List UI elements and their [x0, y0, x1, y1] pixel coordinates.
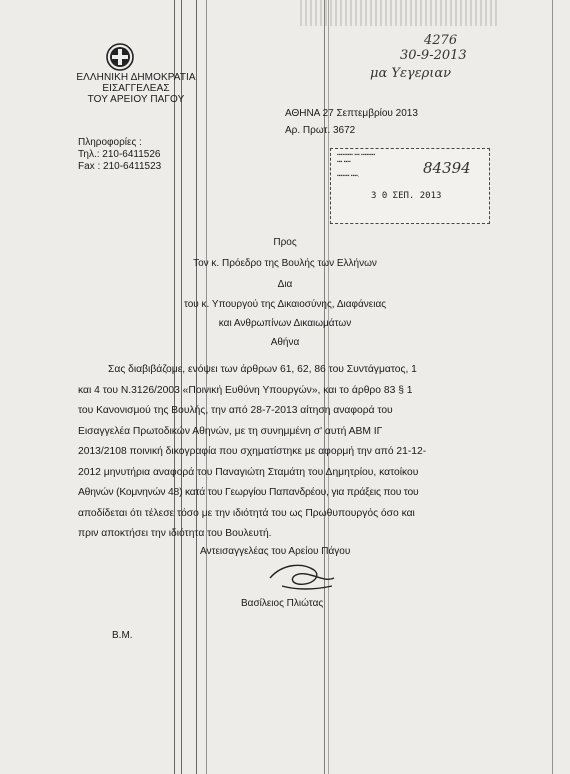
letter-body — [78, 360, 478, 545]
signature-title: Αντεισαγγελέας του Αρείου Πάγου — [200, 546, 351, 557]
greek-emblem-icon — [106, 43, 134, 71]
contact-phone: Τηλ.: 210-6411526 — [78, 149, 161, 160]
body-line: και 4 του Ν.3126/2003 «Ποινική Ευθύνη Υπουργών», και το άρθρο 83 § 1 — [78, 384, 413, 396]
contact-block — [78, 137, 161, 173]
letterhead — [72, 72, 200, 105]
body-line: Σας διαβιβάζομε, ενόψει των άρθρων 61, 62, 86 του Συντάγματος, 1 — [108, 364, 417, 375]
body-line: πριν αποκτήσει την ιδιότητα του Βουλευτή. — [78, 528, 272, 539]
body-line: 2013/2108 ποινική δικογραφία που σχηματίστηκε με αφορμή την από 21-12- — [78, 446, 427, 457]
recipient-ministry: και Ανθρωπίνων Δικαιωμάτων — [218, 318, 352, 329]
handwritten-date: 30-9-2013 — [400, 48, 467, 63]
contact-info-label: Πληροφορίες : — [78, 137, 142, 148]
body-line: του Κανονισμού της Βουλής, την από 28-7-2013 αίτηση αναφορά του — [78, 405, 393, 416]
handwritten-note: μα Υεγεριαν — [370, 66, 452, 81]
footer-initials: Β.Μ. — [112, 630, 133, 641]
fax-header-smudge — [300, 0, 500, 26]
letterhead-prosecutor: ΕΙΣΑΓΓΕΛΕΑΣ — [102, 83, 170, 94]
handwritten-number: 4276 — [424, 33, 458, 48]
stamp-number: 84394 — [423, 159, 471, 177]
stamp-date: 3 0 ΣΕΠ. 2013 — [371, 191, 442, 201]
registry-stamp: ▪▪▪▪▪▪▪▪▪ ▪▪▪ ▪▪▪▪▪▪▪▪ ▪▪▪ ▪▪▪▪ ▪▪▪▪▪▪▪ ▪▪▪▪. 84394 3 0 ΣΕΠ. 2013 — [330, 148, 490, 224]
letterhead-court: ΤΟΥ ΑΡΕΙΟΥ ΠΑΓΟΥ — [87, 94, 185, 105]
body-line: 2012 μηνυτήρια αναφορά του Παναγιώτη Σταμάτη του Δημητρίου, κατοίκου — [78, 466, 419, 478]
body-line: αποδίδεται ότι τέλεσε τόσο με την ιδιότητά του ως Πρωθυπουργός όσο και — [78, 507, 415, 519]
recipient-dia: Δια — [277, 279, 293, 290]
body-line: Αθηνών (Κομνηνών 48) κατά του Γεωργίου Παπανδρέου, για πράξεις που του — [78, 487, 419, 498]
place-date: ΑΘΗΝΑ 27 Σεπτεμβρίου 2013 — [285, 108, 418, 119]
contact-fax: Fax : 210-6411523 — [78, 161, 162, 172]
protocol-number: Αρ. Πρωτ. 3672 — [285, 125, 356, 136]
letterhead-republic: ΕΛΛΗΝΙΚΗ ΔΗΜΟΚΡΑΤΙΑ — [76, 72, 196, 83]
signatory-name: Βασίλειος Πλιώτας — [241, 598, 324, 609]
recipient-city: Αθήνα — [270, 337, 300, 348]
fax-scan-line — [552, 0, 553, 774]
recipient-pros: Προς — [273, 237, 297, 248]
recipient-minister: του κ. Υπουργού της Δικαιοσύνης, Διαφάνειας — [183, 299, 387, 310]
handwritten-signature-icon — [262, 556, 342, 594]
recipient-parliament-president: Τον κ. Πρόεδρο της Βουλής των Ελλήνων — [193, 258, 377, 269]
body-line: Εισαγγελέα Πρωτοδικών Αθηνών, με τη συνημμένη σ' αυτή ΑΒΜ ΙΓ — [78, 425, 383, 437]
